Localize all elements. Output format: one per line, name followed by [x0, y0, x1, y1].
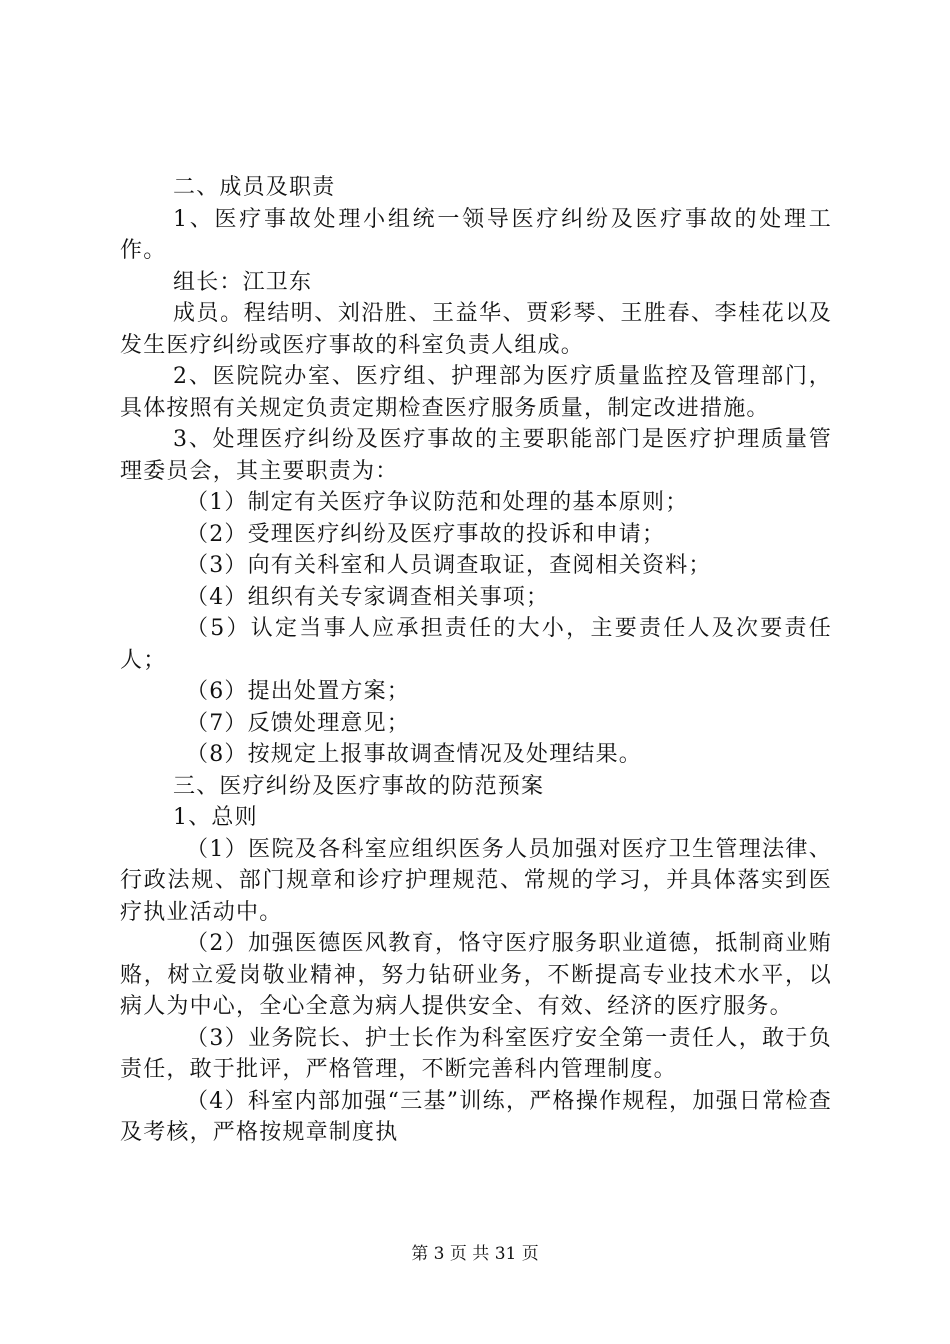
list-item-general-4: （4）科室内部加强“三基”训练，严格操作规程，加强日常检查及考核，严格按规章制度执 [120, 1088, 832, 1145]
list-item-duty-7: （7）反馈处理意见； [186, 710, 410, 736]
list-item-duty-3: （3）向有关科室和人员调查取证，查阅相关资料； [186, 553, 712, 578]
list-item-duty-2: （2）受理医疗纠纷及医疗事故的投诉和申请； [186, 521, 666, 547]
list-item-general-3: （3）业务院长、护士长作为科室医疗安全第一责任人，敢于负责任，敢于批评，严格管理，不断完善科内管理制度。 [120, 1025, 832, 1082]
list-item-general-1: （1）医院及各科室应组织医务人员加强对医疗卫生管理法律、行政法规、部门规章和诊疗护理规范、常规的学习，并具体落实到医疗执业活动中。 [120, 836, 832, 925]
paragraph-leader: 组长：江卫东 [173, 269, 313, 295]
document-body [120, 172, 832, 1149]
list-item-duty-5: （5）认定当事人应承担责任的大小，主要责任人及次要责任人； [120, 616, 832, 673]
paragraph-item-1: 1、医疗事故处理小组统一领导医疗纠纷及医疗事故的处理工作。 [120, 206, 832, 263]
paragraph-item-3: 3、处理医疗纠纷及医疗事故的主要职能部门是医疗护理质量管理委员会，其主要职责为： [120, 427, 832, 484]
section-heading-members: 二、成员及职责 [173, 175, 336, 200]
list-item-duty-1: （1）制定有关医疗争议防范和处理的基本原则； [186, 490, 689, 515]
paragraph-item-2: 2、医院院办室、医疗组、护理部为医疗质量监控及管理部门，具体按照有关规定负责定期检查医疗服务质量，制定改进措施。 [120, 364, 832, 421]
page-number: 第 3 页 共 31 页 [411, 1244, 539, 1264]
section-heading-prevention: 三、医疗纠纷及医疗事故的防范预案 [173, 773, 545, 799]
list-item-duty-4: （4）组织有关专家调查相关事项； [186, 584, 550, 610]
subheading-general: 1、总则 [173, 805, 258, 830]
list-item-duty-8: （8）按规定上报事故调查情况及处理结果。 [186, 742, 642, 767]
list-item-duty-6: （6）提出处置方案； [186, 679, 410, 704]
page-footer [0, 1242, 950, 1266]
paragraph-members: 成员。程结明、刘沿胜、王益华、贾彩琴、王胜春、李桂花以及发生医疗纠纷或医疗事故的科室负责人组成。 [120, 301, 832, 358]
list-item-general-2: （2）加强医德医风教育，恪守医疗服务职业道德，抵制商业贿赂，树立爱岗敬业精神，努力钻研业务，不断提高专业技术水平，以病人为中心，全心全意为病人提供安全、有效、经济的医疗服务。 [120, 931, 832, 1019]
